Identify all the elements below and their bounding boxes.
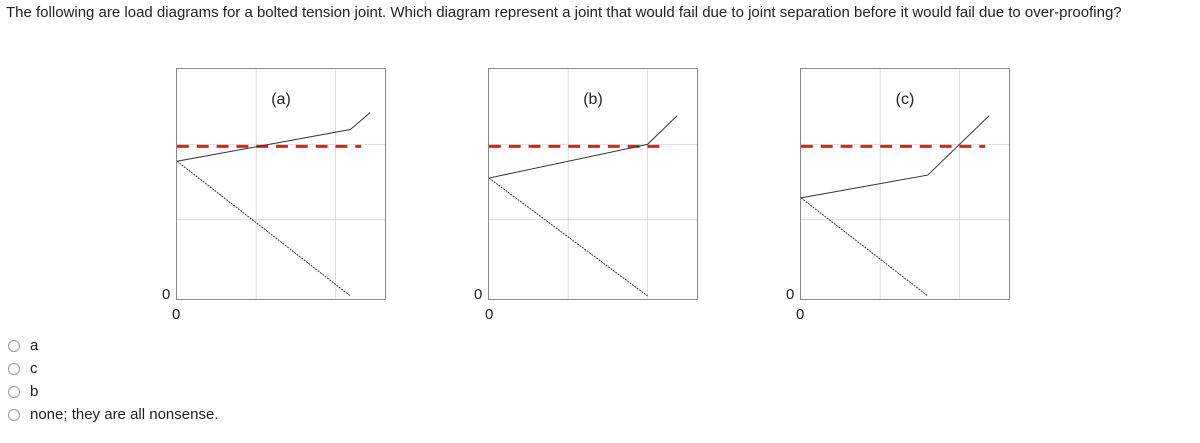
x-axis-zero-tick-a: 0 [172,306,181,323]
radio-button[interactable] [8,340,20,352]
radio-button[interactable] [8,363,20,375]
option-b[interactable] [8,380,218,403]
x-axis-zero-tick-b: 0 [485,306,494,323]
member-load-curve [177,161,350,296]
option-c[interactable] [8,357,218,380]
diagram-label-a: (a) [271,91,291,108]
bolt-load-curve [177,113,370,162]
y-axis-zero-tick-a: 0 [162,286,171,303]
x-axis-zero-tick-c: 0 [796,306,805,323]
option-label: none; they are all nonsense. [30,406,219,423]
load-diagram-b [488,68,698,300]
y-axis-zero-tick-c: 0 [786,286,795,303]
load-diagram-a [176,68,386,300]
diagram-label-c: (c) [895,91,915,108]
question-text: The following are load diagrams for a bolted tension joint. Which diagram represent a joint that would fail due to joint separation before it would fail due to over-proofing? [6,4,1122,21]
y-axis-zero-tick-b: 0 [474,286,483,303]
option-none[interactable] [8,403,218,426]
option-label: c [30,360,38,377]
option-a[interactable] [8,334,218,357]
option-label: b [30,383,39,400]
radio-button[interactable] [8,386,20,398]
load-diagram-c [800,68,1010,300]
diagram-label-b: (b) [583,91,603,108]
member-load-curve [801,198,928,296]
radio-button[interactable] [8,409,20,421]
answer-options [8,334,218,426]
option-label: a [30,337,39,354]
bolt-load-curve [801,116,989,198]
